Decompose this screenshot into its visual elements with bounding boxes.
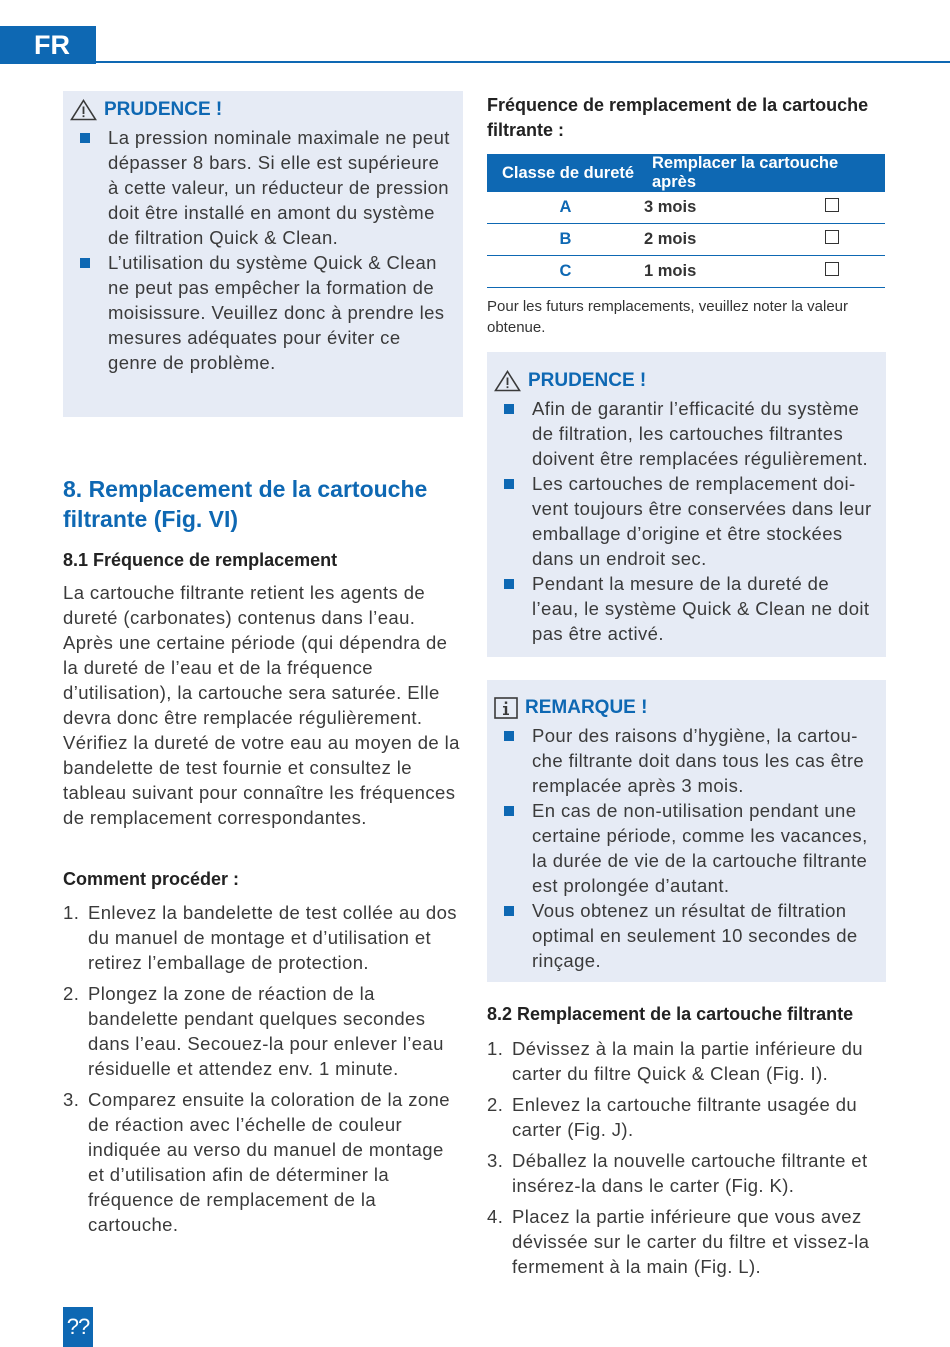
checkbox[interactable]	[825, 198, 839, 212]
list-item: 2. Plongez la zone de réaction de la bandelette pendant quelques secondes dans l’eau. Secouez-la pour enlever l’eau résiduelle et attendez env. 1 minute.	[63, 983, 444, 1079]
table-row: A 3 mois	[487, 192, 885, 224]
page-number-badge	[63, 1307, 93, 1347]
remark-box	[487, 680, 886, 982]
list-item: L’utilisation du système Quick & Clean ne peut pas empêcher la formation de moisissure. Veuillez donc à prendre les mesures adéquates pour éviter ce genre de problème.	[70, 250, 451, 375]
caution-box	[63, 91, 463, 417]
table-header: Remplacer la cartouche après	[644, 154, 885, 192]
checkbox[interactable]	[825, 262, 839, 276]
list-item: Pendant la mesure de la dureté de l’eau, le système Quick & Clean ne doit pas être activé.	[494, 571, 876, 646]
hardness-table	[487, 154, 885, 288]
table-row: B 2 mois	[487, 224, 885, 256]
subsection-title: 8.1 Fréquence de remplacement	[63, 550, 338, 570]
list-item: Vous obtenez un résultat de filtration optimal en seulement 10 secondes de rinçage.	[494, 898, 876, 973]
caution-box-2	[487, 352, 886, 657]
list-item: En cas de non-utilisation pendant une certaine période, comme les vacances, la durée de vie de la cartouche filtrante est prolongée d’autant.	[494, 798, 876, 898]
replacement-steps	[487, 1036, 887, 1285]
list-item: 3. Déballez la nouvelle cartouche filtrante et insérez-la dans le carter (Fig. K).	[487, 1150, 868, 1196]
list-item: 2. Enlevez la cartouche filtrante usagée du carter (Fig. J).	[487, 1094, 858, 1140]
warning-icon	[494, 370, 521, 392]
body-paragraph: La cartouche filtrante retient les agents de dureté (carbonates) contenus dans l’eau. Après une certaine période (qui dépendra de la dureté de l’eau et de la fréquence d’utilisation), la cartouche sera saturée. Elle devra donc être remplacée régulièrement. Vérifiez la dureté de votre eau au moyen de la bandelette de test fournie et consultez le tableau suivant pour connaître les fréquences de remplacement correspondantes.	[63, 582, 460, 828]
table-header: Classe de dureté	[487, 154, 644, 192]
caution-title: PRUDENCE !	[70, 97, 451, 123]
warning-icon	[70, 99, 97, 121]
list-item: Pour des raisons d’hygiène, la cartouche filtrante doit dans tous les cas être remplacée après 3 mois.	[494, 723, 876, 798]
language-tab: FR	[0, 26, 96, 64]
caution-title: PRUDENCE !	[494, 368, 876, 394]
section-title: 8. Remplacement de la cartouche filtrante (Fig. VI)	[63, 476, 428, 532]
list-item: 1. Dévissez à la main la partie inférieure du carter du filtre Quick & Clean (Fig. I).	[487, 1038, 863, 1084]
list-item: Afin de garantir l’efficacité du système de filtration, les cartouches filtrantes doivent être remplacées régulièrement.	[494, 396, 876, 471]
list-item: 4. Placez la partie inférieure que vous avez dévissée sur le carter du filtre et vissez-la fermement à la main (Fig. L).	[487, 1206, 870, 1277]
table-note: Pour les futurs remplacements, veuillez noter la valeur obtenue.	[487, 298, 848, 336]
list-item: La pression nominale maximale ne peut dépasser 8 bars. Si elle est supérieure à cette valeur, un réducteur de pression doit être installé en amont du système de filtration Quick & Clean.	[70, 125, 451, 250]
list-item: 1. Enlevez la bandelette de test collée au dos du manuel de montage et d’utilisation et retirez l’emballage de protection.	[63, 902, 457, 973]
frequency-title: Fréquence de remplacement de la cartouche filtrante :	[487, 95, 869, 140]
howto-title: Comment procéder :	[63, 869, 240, 889]
page-number: ??	[66, 1314, 90, 1339]
list-item: Les cartouches de remplacement doivent toujours être conservées dans leur emballage d’origine et être stockées dans un endroit sec.	[494, 471, 876, 571]
remark-title: REMARQUE !	[494, 695, 876, 721]
howto-steps	[63, 900, 463, 1243]
checkbox[interactable]	[825, 230, 839, 244]
header-rule	[96, 61, 950, 63]
info-icon	[494, 697, 518, 719]
table-row: C 1 mois	[487, 256, 885, 288]
subsection-title-82: 8.2 Remplacement de la cartouche filtrante	[487, 1004, 854, 1024]
list-item: 3. Comparez ensuite la coloration de la zone de réaction avec l’échelle de couleur indiquée au verso du manuel de montage et d’utilisation afin de déterminer la fréquence de remplacement de la cartouche.	[63, 1089, 450, 1235]
